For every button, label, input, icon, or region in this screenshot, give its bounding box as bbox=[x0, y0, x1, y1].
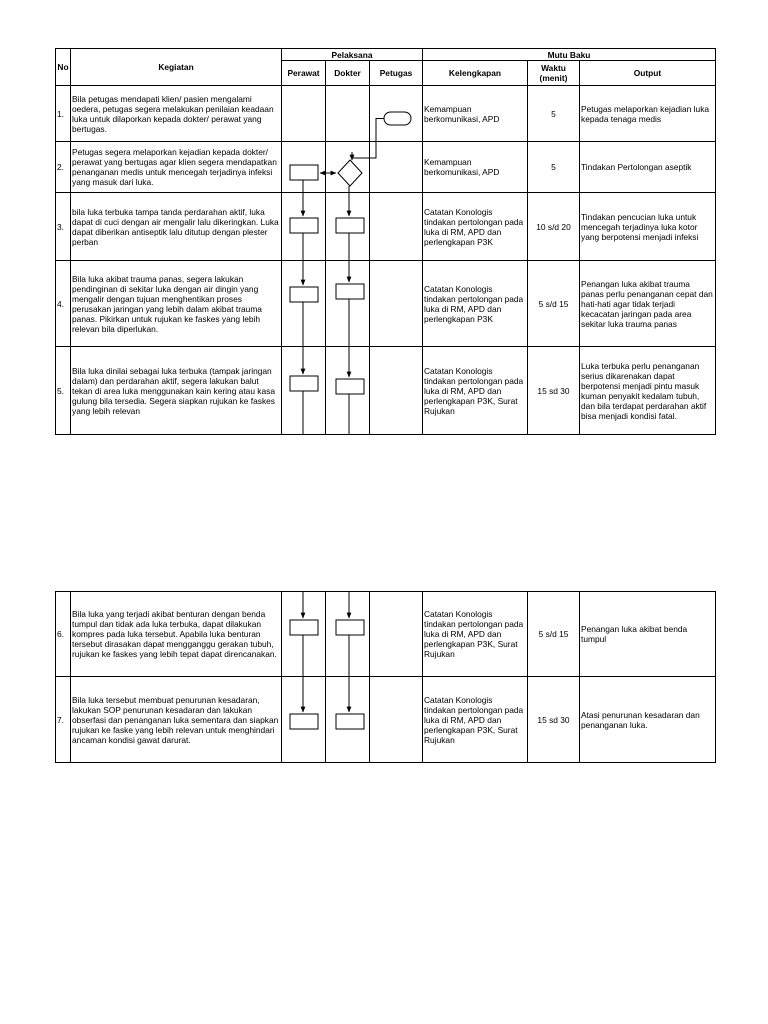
row-waktu: 10 s/d 20 bbox=[528, 193, 580, 261]
lane-petugas bbox=[370, 193, 423, 261]
row-number: 6. bbox=[56, 592, 71, 677]
sop-table-part-2 bbox=[55, 591, 716, 763]
row-output: Petugas melaporkan kejadian luka kepada tenaga medis bbox=[580, 86, 716, 142]
lane-dokter bbox=[326, 86, 370, 142]
lane-dokter bbox=[326, 193, 370, 261]
lane-perawat bbox=[282, 592, 326, 677]
row-kegiatan: Bila luka akibat trauma panas, segera lakukan pendinginan di sekitar luka dengan air dingin yang mengalir dengan tujuan menghentikan proses perusakan jaringan yang lebih dalam akibat trauma panas. Pikirkan untuk rujukan ke faskes yang lebih relevan bila diperlukan. bbox=[71, 261, 282, 347]
header-output: Output bbox=[580, 61, 716, 86]
table-row bbox=[56, 347, 716, 435]
table-row bbox=[56, 86, 716, 142]
row-waktu: 5 s/d 15 bbox=[528, 261, 580, 347]
row-kelengkapan: Kemampuan berkomunikasi, APD bbox=[423, 86, 528, 142]
sop-table-part-1 bbox=[55, 48, 716, 435]
lane-dokter bbox=[326, 592, 370, 677]
lane-dokter bbox=[326, 142, 370, 193]
row-output: Penangan luka akibat trauma panas perlu penanganan cepat dan hati-hati agar tidak terjadi kecacatan jaringan pada area sekitar luka trauma panas bbox=[580, 261, 716, 347]
table-row bbox=[56, 142, 716, 193]
lane-dokter bbox=[326, 261, 370, 347]
row-kegiatan: Bila luka tersebut membuat penurunan kesadaran, lakukan SOP penurunan kesadaran dan lakukan obserfasi dan penanganan luka sementara dan siapkan rujukan ke faske yang lebih relevan untuk menghindari ancaman kondisi gawat darurat. bbox=[71, 677, 282, 763]
lane-petugas bbox=[370, 261, 423, 347]
row-waktu: 5 bbox=[528, 86, 580, 142]
row-number: 3. bbox=[56, 193, 71, 261]
row-kegiatan: Bila luka yang terjadi akibat benturan dengan benda tumpul dan tidak ada luka terbuka, dapat dilakukan kompres pada luka tersebut. Apabila luka benturan tersebut dirasakan dapat mengganggu gerakan tubuh, rujukan ke faskes yang lebih tepat dapat direncanakan. bbox=[71, 592, 282, 677]
lane-perawat bbox=[282, 86, 326, 142]
row-number: 2. bbox=[56, 142, 71, 193]
lane-petugas bbox=[370, 592, 423, 677]
row-waktu: 15 sd 30 bbox=[528, 347, 580, 435]
row-kegiatan: Petugas segera melaporkan kejadian kepada dokter/ perawat yang bertugas agar klien segera mendapatkan penanganan medis untuk mencegah terjadinya infeksi yang masuk dari luka. bbox=[71, 142, 282, 193]
row-kelengkapan: Catatan Konologis tindakan pertolongan pada luka di RM, APD dan perlengkapan P3K, Surat Rujukan bbox=[423, 347, 528, 435]
header-pelaksana: Pelaksana bbox=[282, 49, 423, 61]
header-kelengkapan: Kelengkapan bbox=[423, 61, 528, 86]
row-number: 7. bbox=[56, 677, 71, 763]
row-number: 5. bbox=[56, 347, 71, 435]
lane-perawat bbox=[282, 193, 326, 261]
row-kelengkapan: Catatan Konologis tindakan pertolongan pada luka di RM, APD dan perlengkapan P3K bbox=[423, 261, 528, 347]
row-waktu: 5 bbox=[528, 142, 580, 193]
header-mutu-baku: Mutu Baku bbox=[423, 49, 716, 61]
row-output: Atasi penurunan kesadaran dan penanganan luka. bbox=[580, 677, 716, 763]
table-row bbox=[56, 677, 716, 763]
lane-perawat bbox=[282, 261, 326, 347]
lane-petugas bbox=[370, 142, 423, 193]
row-kegiatan: Bila luka dinilai sebagai luka terbuka (tampak jaringan dalam) dan perdarahan aktif, segera lakukan balut tekan di area luka menggunakan kain kering atau kasa gulung bila tersedia. Segera siapkan rujukan ke faskes yang lebih relevan bbox=[71, 347, 282, 435]
table-row bbox=[56, 193, 716, 261]
row-kelengkapan: Catatan Konologis tindakan pertolongan pada luka di RM, APD dan perlengkapan P3K bbox=[423, 193, 528, 261]
header-no: No bbox=[56, 49, 71, 86]
row-kelengkapan: Kemampuan berkomunikasi, APD bbox=[423, 142, 528, 193]
row-number: 1. bbox=[56, 86, 71, 142]
header-petugas: Petugas bbox=[370, 61, 423, 86]
table-row bbox=[56, 592, 716, 677]
row-output: Tindakan Pertolongan aseptik bbox=[580, 142, 716, 193]
header-dokter: Dokter bbox=[326, 61, 370, 86]
header-waktu: Waktu (menit) bbox=[528, 61, 580, 86]
lane-dokter bbox=[326, 677, 370, 763]
lane-petugas bbox=[370, 347, 423, 435]
lane-dokter bbox=[326, 347, 370, 435]
header-kegiatan: Kegiatan bbox=[71, 49, 282, 86]
lane-perawat bbox=[282, 347, 326, 435]
row-output: Tindakan pencucian luka untuk mencegah terjadinya luka kotor yang berpotensi menjadi infeksi bbox=[580, 193, 716, 261]
row-kelengkapan: Catatan Konologis tindakan pertolongan pada luka di RM, APD dan perlengkapan P3K, Surat Rujukan bbox=[423, 677, 528, 763]
header-perawat: Perawat bbox=[282, 61, 326, 86]
lane-petugas bbox=[370, 86, 423, 142]
lane-petugas bbox=[370, 677, 423, 763]
row-number: 4. bbox=[56, 261, 71, 347]
row-kegiatan: bila luka terbuka tampa tanda perdarahan aktif, luka dapat di cuci dengan air mengalir lalu dikeringkan. Luka dapat diberikan antiseptik lalu ditutup dengan plester perban bbox=[71, 193, 282, 261]
row-kegiatan: Bila petugas mendapati klien/ pasien mengalami oedera, petugas segera melakukan penilaian keadaan luka untuk dilaporkan kepada dokter/ perawat yang bertugas. bbox=[71, 86, 282, 142]
row-kelengkapan: Catatan Konologis tindakan pertolongan pada luka di RM, APD dan perlengkapan P3K, Surat Rujukan bbox=[423, 592, 528, 677]
row-waktu: 5 s/d 15 bbox=[528, 592, 580, 677]
row-output: Penangan luka akibat benda tumpul bbox=[580, 592, 716, 677]
row-waktu: 15 sd 30 bbox=[528, 677, 580, 763]
lane-perawat bbox=[282, 142, 326, 193]
table-row bbox=[56, 261, 716, 347]
row-output: Luka terbuka perlu penanganan serius dikarenakan dapat berpotensi menjadi pintu masuk kuman penyakit kedalam tubuh, dan bila terdapat perdarahan aktif bisa menjadi kondisi fatal. bbox=[580, 347, 716, 435]
lane-perawat bbox=[282, 677, 326, 763]
